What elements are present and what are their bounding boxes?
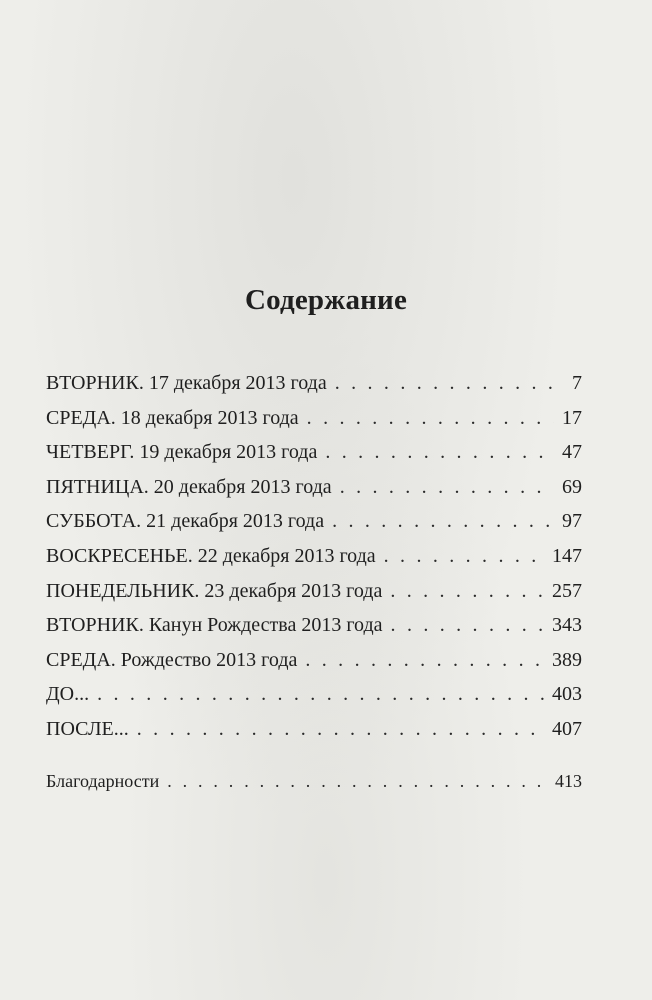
toc-entry-label: ВТОРНИК. Канун Рождества 2013 года [46, 614, 383, 637]
dot-leader [391, 608, 546, 643]
toc-entry [46, 574, 582, 609]
toc-entry [46, 504, 582, 539]
toc-entry-label: ДО... [46, 683, 90, 706]
dot-leader [307, 401, 554, 436]
toc-entry [46, 539, 582, 574]
toc-entry-acknowledgements [46, 764, 582, 799]
toc-entry-page: 403 [552, 683, 582, 706]
toc-entry [46, 677, 582, 712]
toc-entry-label: ПЯТНИЦА. 20 декабря 2013 года [46, 475, 332, 498]
dot-leader [390, 574, 546, 609]
toc-entry-page: 389 [552, 648, 582, 671]
toc-entry-label: Благодарности [46, 770, 160, 791]
toc-entry [46, 470, 582, 505]
toc-entry [46, 712, 582, 747]
toc-entry-label: ПОНЕДЕЛЬНИК. 23 декабря 2013 года [46, 579, 383, 602]
dot-leader [97, 677, 546, 712]
dot-leader [332, 504, 554, 539]
dot-leader [167, 764, 549, 799]
toc-entry-page: 257 [552, 579, 582, 602]
dot-leader [340, 470, 554, 505]
toc-title: Содержание [244, 284, 408, 316]
dot-leader [305, 643, 546, 678]
toc-entry-label: ЧЕТВЕРГ. 19 декабря 2013 года [46, 441, 318, 464]
dot-leader [325, 435, 554, 470]
toc-entry-page: 147 [552, 544, 582, 567]
toc-entry [46, 401, 582, 436]
toc-entry [46, 643, 582, 678]
toc-entry-page: 413 [555, 770, 582, 791]
toc-entry-page: 97 [562, 510, 582, 533]
toc-entry-page: 47 [562, 441, 582, 464]
toc-entry-page: 7 [572, 372, 582, 394]
toc-entry-label: СРЕДА. 18 декабря 2013 года [46, 406, 299, 429]
toc-entry [46, 435, 582, 470]
toc-entry-label: СРЕДА. Рождество 2013 года [46, 648, 298, 671]
toc-entry-page: 69 [562, 475, 582, 498]
table-of-contents [46, 366, 582, 798]
toc-entry [46, 608, 582, 643]
toc-entry [46, 366, 582, 401]
toc-entry-page: 343 [552, 614, 582, 637]
toc-entry-label: ПОСЛЕ... [46, 717, 129, 740]
toc-entry-label: СУББОТА. 21 декабря 2013 года [46, 510, 325, 533]
toc-entry-label: ВОСКРЕСЕНЬЕ. 22 декабря 2013 года [46, 544, 376, 567]
dot-leader [384, 539, 546, 574]
dot-leader [335, 366, 554, 401]
toc-entry-page: 17 [562, 406, 582, 429]
toc-entry-label: ВТОРНИК. 17 декабря 2013 года [46, 372, 327, 394]
toc-entry-page: 407 [552, 717, 582, 740]
dot-leader [137, 712, 546, 747]
